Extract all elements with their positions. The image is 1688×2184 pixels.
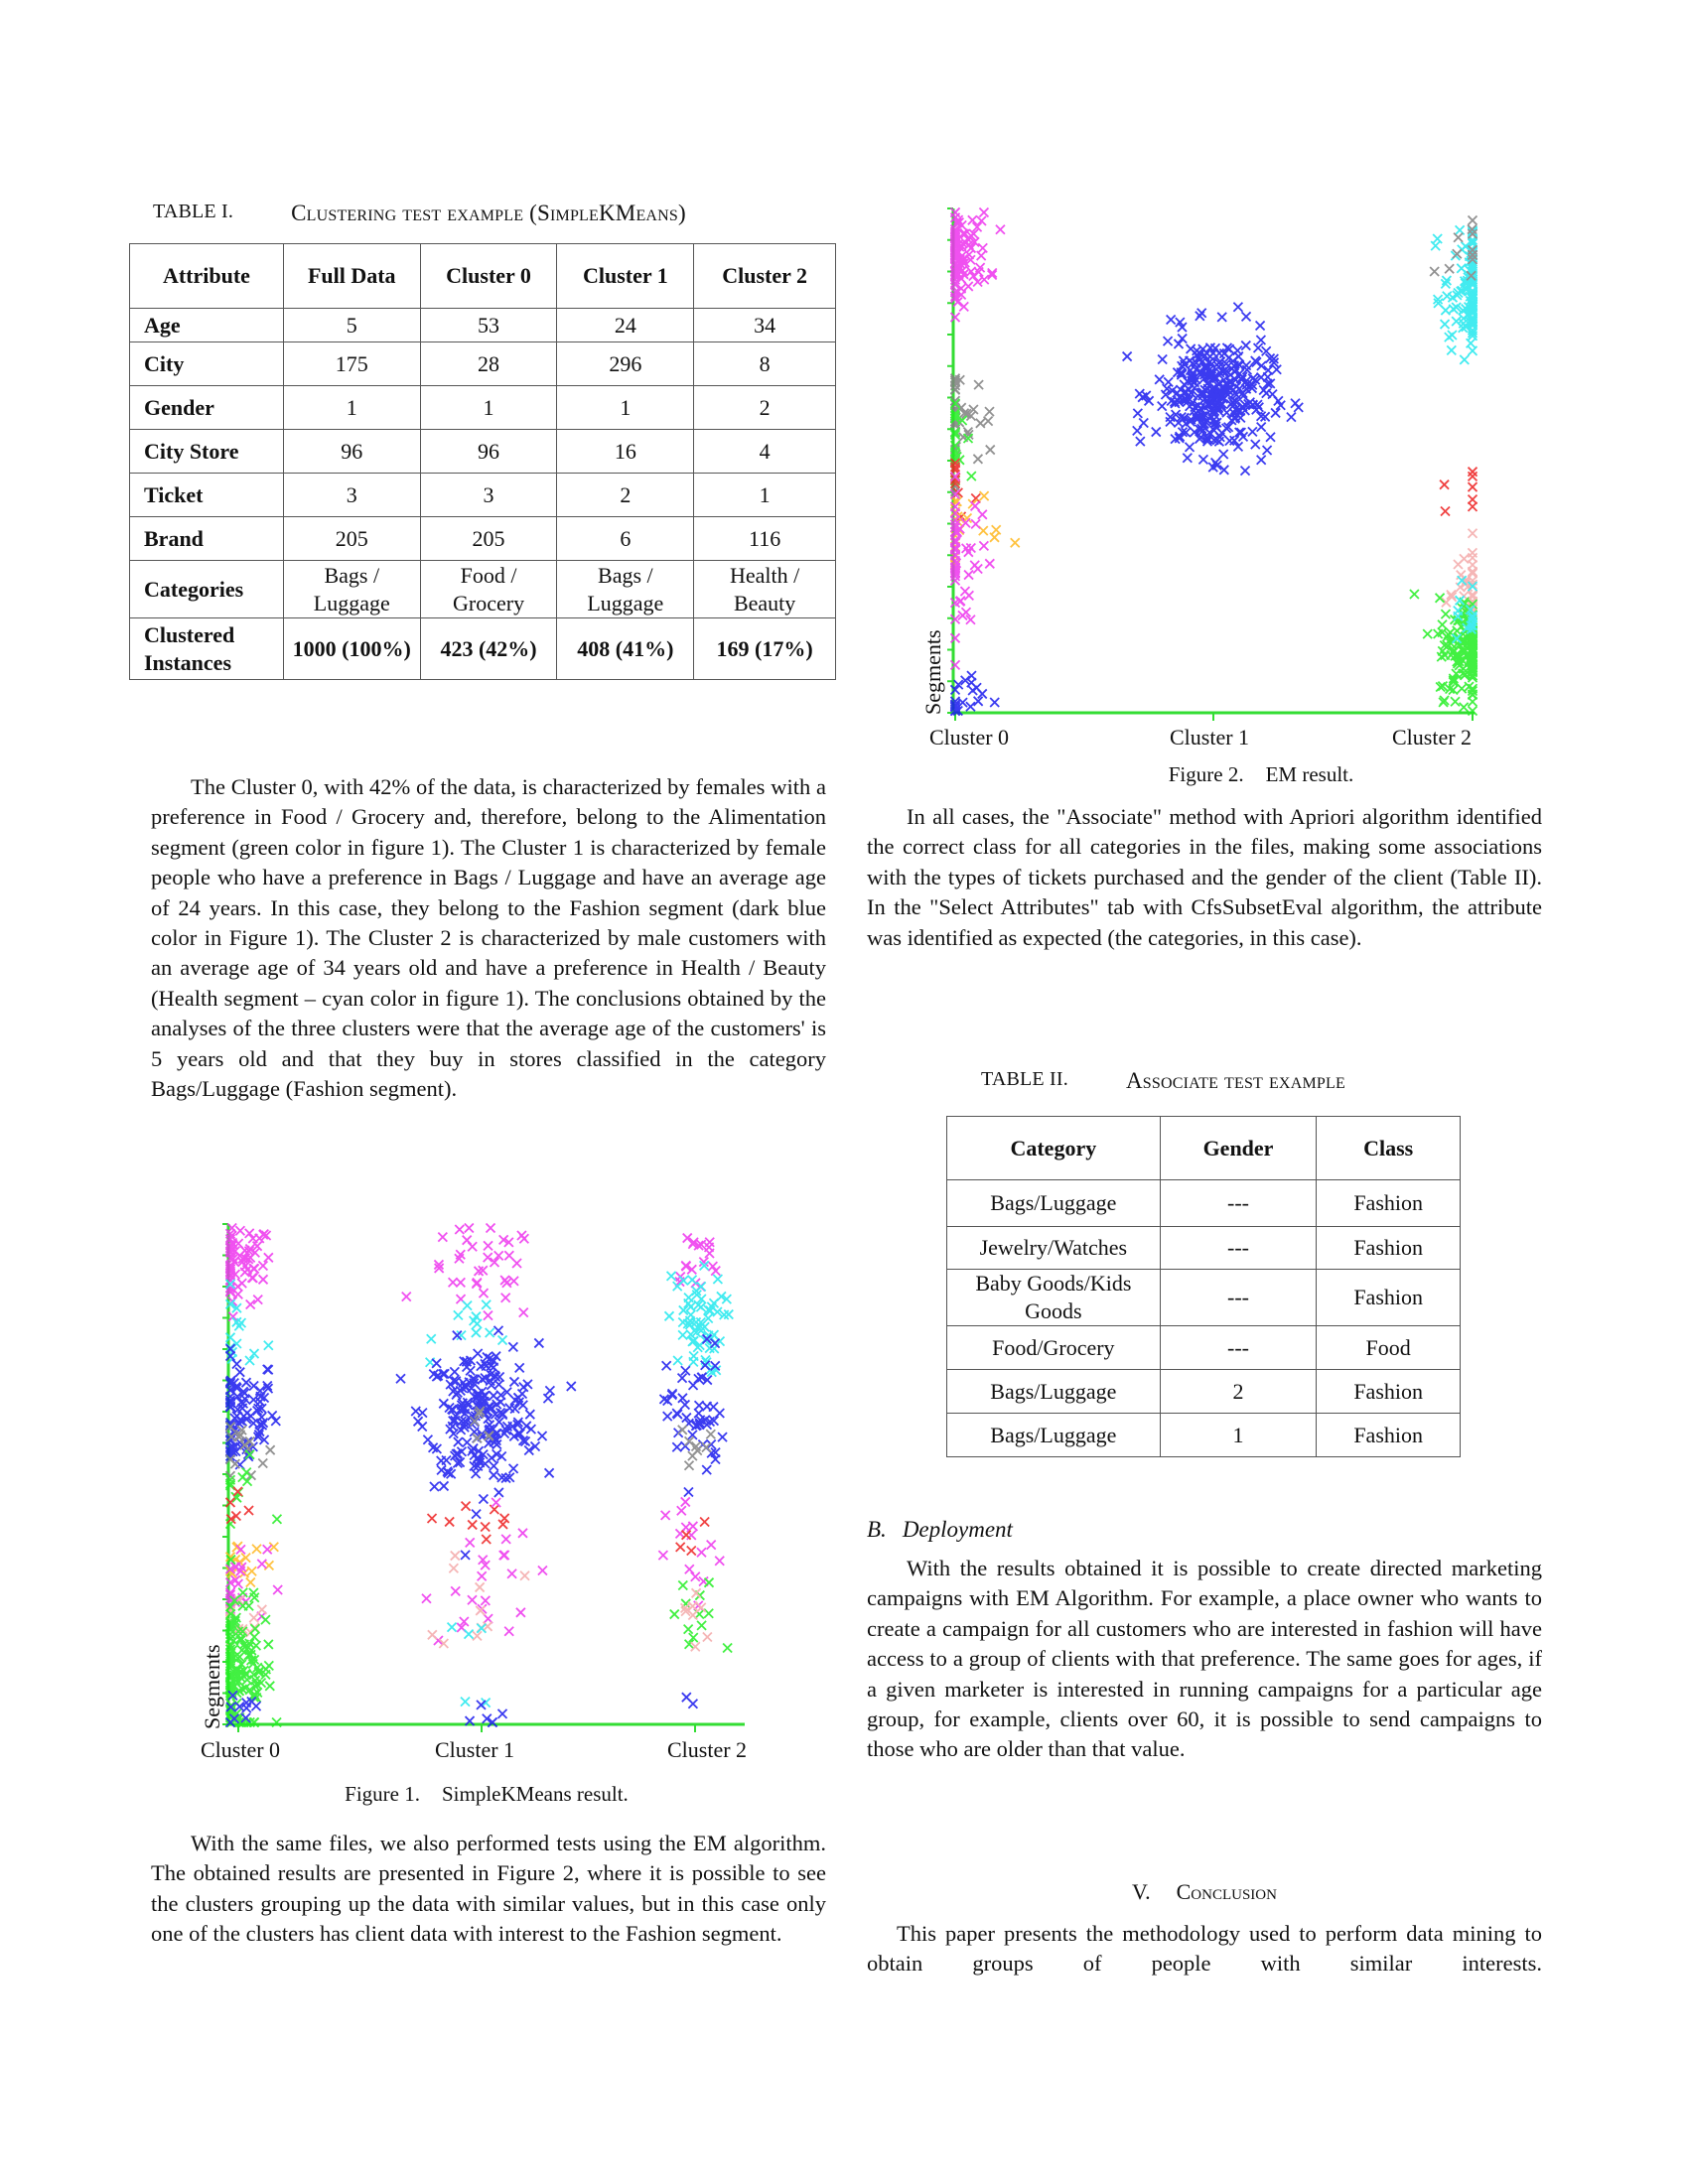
figure2-ylabel: Segments [920, 629, 945, 715]
paragraph-text: With the results obtained it is possible to create directed marketing campaigns with EM Algorithm. For example, a place owner who wants to create a campaign for all customers who are interested in fashion will have access to a group of clients with that preference. The same goes for ages, if a given marketer is interested in running campaigns for a particular age group, for example, clients over 60, it is possible to send campaigns to those who are older than that value. [867, 1556, 1542, 1762]
table1-value-cell: 6 [557, 517, 694, 561]
table1-row [130, 618, 836, 680]
figure2-scatter-plot [943, 204, 1484, 725]
figure1-ylabel: Segments [200, 1644, 224, 1729]
table2-cell: Fashion [1317, 1270, 1461, 1326]
table1-value-cell: 5 [283, 309, 420, 342]
table1-value-cell: 1 [694, 474, 836, 517]
table1-value-cell: Bags / Luggage [557, 561, 694, 618]
table2-cell: Baby Goods/Kids Goods [947, 1270, 1161, 1326]
table2-cell: Fashion [1317, 1414, 1461, 1457]
table1-value-cell: 2 [557, 474, 694, 517]
table2-cell: Food/Grocery [947, 1326, 1161, 1370]
table2-cell: Fashion [1317, 1180, 1461, 1227]
table2-cell: Bags/Luggage [947, 1180, 1161, 1227]
table1-value-cell: 3 [420, 474, 557, 517]
figure1-xtick-0: Cluster 0 [201, 1737, 281, 1762]
table1-label: TABLE I. [153, 201, 234, 222]
table1-value-cell: 8 [694, 342, 836, 386]
table2-cell: Fashion [1317, 1227, 1461, 1270]
table1-header: Full Data [283, 244, 420, 309]
paragraph-em-tests [151, 1829, 826, 1950]
table1-title: Clustering test example (SimpleKMeans) [291, 201, 686, 225]
table2-row [947, 1414, 1461, 1457]
figure1-caption [139, 1782, 834, 1807]
table1-value-cell: 24 [557, 309, 694, 342]
table2-cell: --- [1160, 1227, 1317, 1270]
table1-value-cell: 53 [420, 309, 557, 342]
figure2-caption-text: EM result. [1265, 762, 1354, 786]
table2-cell: --- [1160, 1326, 1317, 1370]
figure1-caption-text: SimpleKMeans result. [442, 1782, 629, 1806]
paragraph-cluster-description [151, 772, 826, 1104]
table1-value-cell: 116 [694, 517, 836, 561]
table1-value-cell: 16 [557, 430, 694, 474]
table1-attribute-cell: Categories [130, 561, 284, 618]
table1-value-cell: 2 [694, 386, 836, 430]
table2-row [947, 1227, 1461, 1270]
paragraph-conclusion [867, 1919, 1542, 1979]
table1-value-cell: 1 [420, 386, 557, 430]
table1-value-cell: 296 [557, 342, 694, 386]
table1-value-cell: Health / Beauty [694, 561, 836, 618]
table2-header: Category [947, 1117, 1161, 1180]
table1-attribute-cell: Brand [130, 517, 284, 561]
section-number: B. [867, 1517, 887, 1542]
table1-value-cell: 175 [283, 342, 420, 386]
table1-value-cell: 205 [420, 517, 557, 561]
table2-row [947, 1270, 1461, 1326]
table1-attribute-cell: City [130, 342, 284, 386]
table2-cell: Jewelry/Watches [947, 1227, 1161, 1270]
table2-label: TABLE II. [981, 1068, 1068, 1090]
table1-value-cell: 1 [557, 386, 694, 430]
table1-value-cell: 96 [283, 430, 420, 474]
table2-cell: --- [1160, 1270, 1317, 1326]
table2-cell: 2 [1160, 1370, 1317, 1414]
table1-value-cell: 1000 (100%) [283, 618, 420, 680]
table1-value-cell: 205 [283, 517, 420, 561]
table2-cell: --- [1160, 1180, 1317, 1227]
table1-value-cell: 96 [420, 430, 557, 474]
table2-row [947, 1180, 1461, 1227]
table1-value-cell: 423 (42%) [420, 618, 557, 680]
section-v-heading [867, 1879, 1542, 1905]
table2-caption [981, 1068, 1345, 1094]
table2-cell: Bags/Luggage [947, 1414, 1161, 1457]
table2-cell: 1 [1160, 1414, 1317, 1457]
section-title: Conclusion [1176, 1879, 1277, 1904]
table2-header: Gender [1160, 1117, 1317, 1180]
table2 [946, 1116, 1461, 1457]
table2-cell: Bags/Luggage [947, 1370, 1161, 1414]
table1-attribute-cell: Clustered Instances [130, 618, 284, 680]
paragraph-associate [867, 802, 1542, 953]
table1-row [130, 561, 836, 618]
figure1-label: Figure 1. [345, 1782, 420, 1806]
section-number: V. [1132, 1879, 1151, 1904]
figure2-caption [993, 762, 1529, 787]
table1-value-cell: Food / Grocery [420, 561, 557, 618]
table1-header: Cluster 1 [557, 244, 694, 309]
table1-value-cell: 3 [283, 474, 420, 517]
table1-value-cell: 1 [283, 386, 420, 430]
table1-value-cell: Bags / Luggage [283, 561, 420, 618]
table2-title: Associate test example [1125, 1068, 1345, 1093]
paragraph-text: This paper presents the methodology used to perform data mining to obtain groups of people with similar interests. [867, 1921, 1542, 1977]
figure1-xtick-1: Cluster 1 [435, 1737, 515, 1762]
table1-attribute-cell: Gender [130, 386, 284, 430]
paragraph-text: In all cases, the "Associate" method with Apriori algorithm identified the correct class for all categories in the files, making some associations with the types of tickets purchased and the gender of the client (Table II). In the "Select Attributes" tab with CfsSubsetEval algorithm, the attribute was identified as expected (the categories, in this case). [867, 804, 1542, 950]
table1-attribute-cell: City Store [130, 430, 284, 474]
table2-header: Class [1317, 1117, 1461, 1180]
figure2-xtick-1: Cluster 1 [1170, 725, 1250, 750]
table1-row [130, 430, 836, 474]
table2-header-row [947, 1117, 1461, 1180]
table1-row [130, 474, 836, 517]
table1-row [130, 517, 836, 561]
table1-attribute-cell: Ticket [130, 474, 284, 517]
table1-header: Cluster 2 [694, 244, 836, 309]
table2-cell: Food [1317, 1326, 1461, 1370]
figure2-label: Figure 2. [1168, 762, 1244, 786]
figure2-xtick-0: Cluster 0 [929, 725, 1010, 750]
table1-row [130, 342, 836, 386]
table1-header: Attribute [130, 244, 284, 309]
table1-value-cell: 169 (17%) [694, 618, 836, 680]
table1-header-row [130, 244, 836, 309]
table2-row [947, 1326, 1461, 1370]
table1-row [130, 386, 836, 430]
section-b-heading [867, 1517, 1013, 1543]
table1 [129, 243, 836, 680]
paragraph-text: With the same files, we also performed tests using the EM algorithm. The obtained results are presented in Figure 2, where it is possible to see the clusters grouping up the data with similar values, but in this case only one of the clusters has client data with interest to the Fashion segment. [151, 1831, 826, 1947]
table1-attribute-cell: Age [130, 309, 284, 342]
scatter-points [951, 208, 1477, 716]
figure2-xtick-2: Cluster 2 [1392, 725, 1473, 750]
section-title: Deployment [902, 1517, 1013, 1542]
paragraph-deployment [867, 1554, 1542, 1765]
table1-value-cell: 408 (41%) [557, 618, 694, 680]
paragraph-text: The Cluster 0, with 42% of the data, is characterized by females with a preference in Food / Grocery and, therefore, belong to the Alimentation segment (green color in figure 1). The Cluster 1 is characterized by female people who have a preference in Bags / Luggage and have an average age of 24 years. In this case, they belong to the Fashion segment (dark blue color in Figure 1). The Cluster 2 is characterized by male customers with an average age of 34 years old and have a preference in Health / Beauty (Health segment – cyan color in figure 1). The conclusions obtained by the analyses of the three clusters were that the average age of the customers' is 5 years old and that they buy in stores classified in the category Bags/Luggage (Fashion segment). [151, 774, 826, 1102]
table1-value-cell: 4 [694, 430, 836, 474]
scatter-points [226, 1224, 734, 1727]
table1-value-cell: 34 [694, 309, 836, 342]
figure1-scatter-plot [194, 1216, 779, 1732]
table1-caption [153, 201, 686, 226]
table2-row [947, 1370, 1461, 1414]
table1-value-cell: 28 [420, 342, 557, 386]
figure1-xtick-2: Cluster 2 [667, 1737, 748, 1762]
table1-header: Cluster 0 [420, 244, 557, 309]
table2-cell: Fashion [1317, 1370, 1461, 1414]
table1-row [130, 309, 836, 342]
